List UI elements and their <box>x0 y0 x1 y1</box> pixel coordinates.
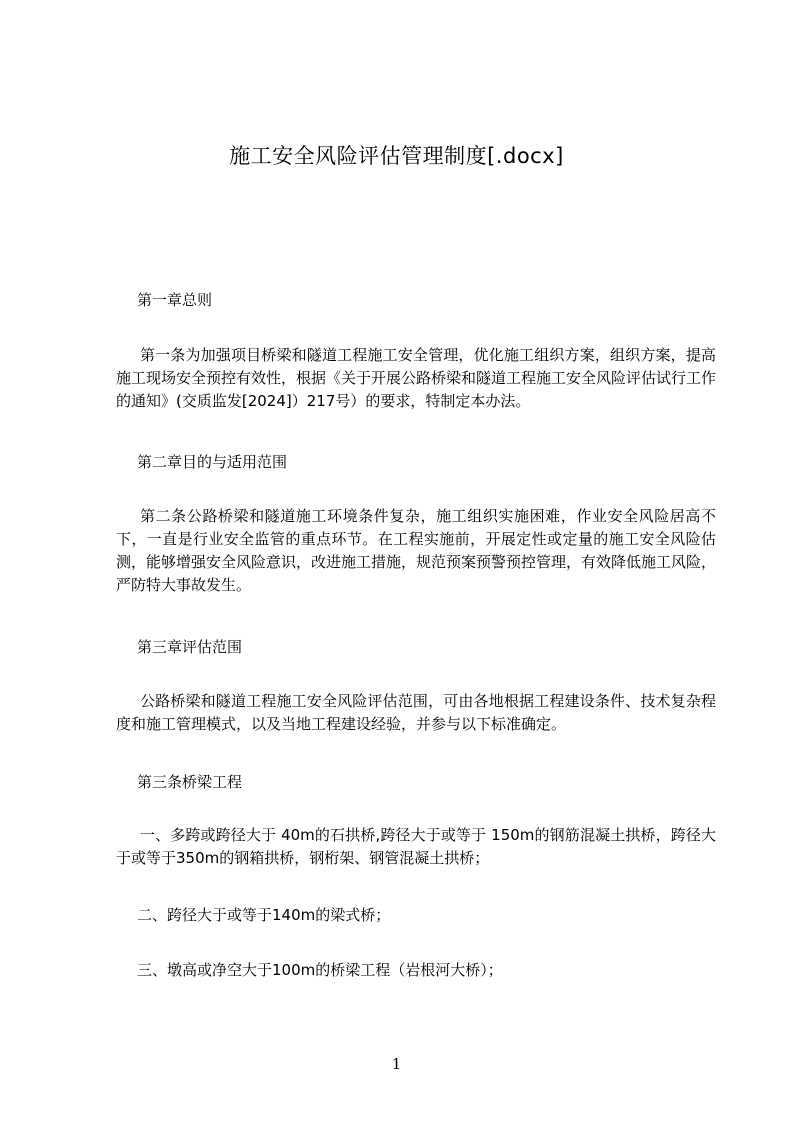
bridge-item-2: 二、跨径大于或等于140m的梁式桥； <box>137 906 391 924</box>
article-3-heading: 第三条桥梁工程 <box>137 773 243 791</box>
article-2-text: 第二条公路桥梁和隧道施工环境条件复杂，施工组织实施困难，作业安全风险居高不下，一直是行业安全监管的重点环节。在工程实施前，开展定性或定量的施工安全风险估测，能够增强安全风险意识，改进施工措施，规范预案预警预控管理，有效降低施工风险，严防特大事故发生。 <box>116 507 717 594</box>
chapter-3-heading: 第三章评估范围 <box>137 638 243 656</box>
document-title: 施工安全风险评估管理制度[.docx] <box>229 144 564 168</box>
page-number: 1 <box>391 1055 402 1073</box>
bridge-item-1-text: 一、多跨或跨径大于 40m的石拱桥,跨径大于或等于 150m的钢筋混凝土拱桥，跨径大于或等于350m的钢箱拱桥，钢桁架、钢管混凝土拱桥； <box>116 826 716 867</box>
chapter-1-heading: 第一章总则 <box>137 291 213 309</box>
bridge-item-3: 三、墩高或净空大于100m的桥梁工程（岩根河大桥）； <box>137 961 503 979</box>
scope-paragraph <box>116 690 716 736</box>
article-1-text: 第一条为加强项目桥梁和隧道工程施工安全管理，优化施工组织方案，组织方案，提高施工现场安全预控有效性，根据《关于开展公路桥梁和隧道工程施工安全风险评估试行工作的通知》(交质监发[2024]）217号）的要求，特制定本办法。 <box>116 346 717 410</box>
scope-paragraph-text: 公路桥梁和隧道工程施工安全风险评估范围，可由各地根据工程建设条件、技术复杂程度和施工管理模式，以及当地工程建设经验，并参与以下标准确定。 <box>116 692 716 733</box>
chapter-2-heading: 第二章目的与适用范围 <box>137 453 288 471</box>
bridge-item-1 <box>116 824 716 870</box>
article-2 <box>116 505 716 597</box>
article-1 <box>116 344 716 413</box>
